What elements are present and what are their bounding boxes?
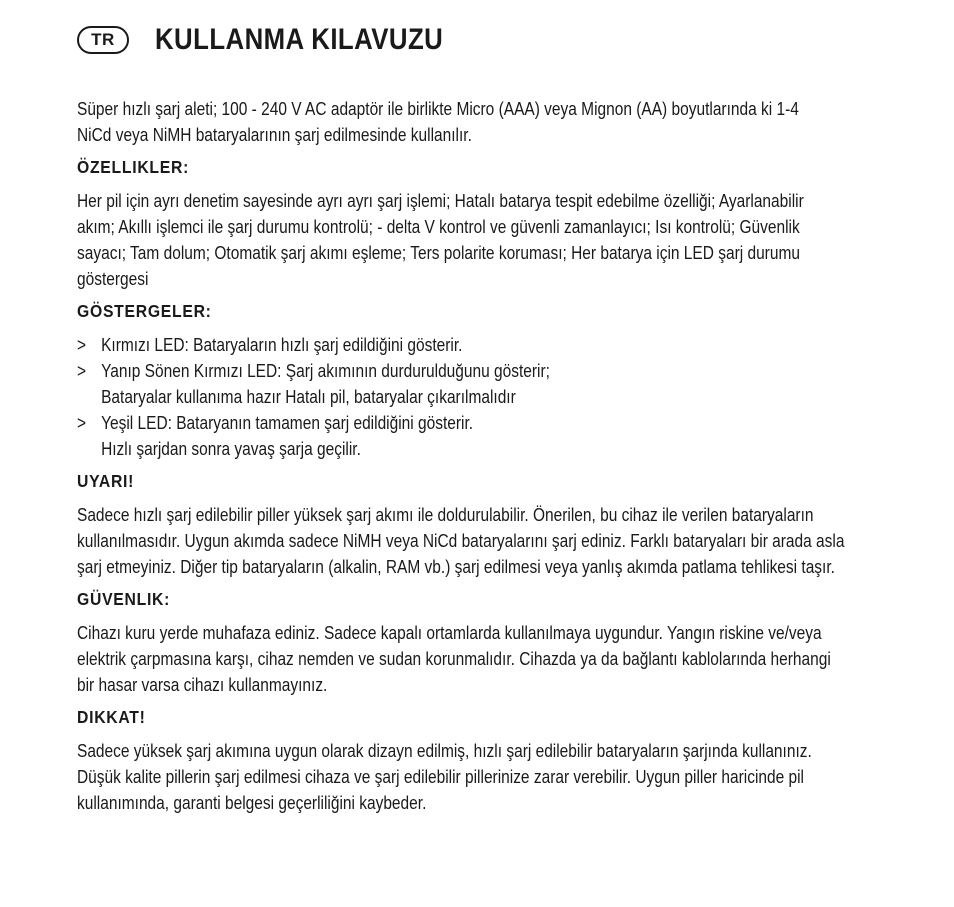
list-item-text: Kırmızı LED: Bataryaların hızlı şarj edildiğini gösterir. (101, 335, 463, 355)
features-line: göstergesi (77, 269, 149, 289)
caution-heading: DIKKAT! (77, 707, 146, 727)
intro-section (77, 96, 877, 148)
features-heading: ÖZELLIKLER: (77, 157, 190, 177)
safety-line: elektrik çarpmasına karşı, cihaz nemden ve sudan korunmalıdır. Cihazda ya da bağlantı kablolarında herhangi (77, 649, 831, 669)
caution-section (77, 706, 877, 816)
safety-section (77, 588, 877, 698)
features-section (77, 156, 877, 292)
language-badge: TR (77, 26, 129, 54)
intro-paragraph (77, 96, 877, 148)
manual-page (77, 18, 877, 818)
warning-paragraph (77, 502, 877, 580)
list-item-text: Bataryalar kullanıma hazır Hatalı pil, bataryalar çıkarılmalıdır (101, 387, 516, 407)
safety-line: bir hasar varsa cihazı kullanmayınız. (77, 675, 328, 695)
indicators-list (77, 332, 877, 462)
intro-line: NiCd veya NiMH bataryalarının şarj edilmesinde kullanılır. (77, 125, 472, 145)
intro-line: Süper hızlı şarj aleti; 100 - 240 V AC adaptör ile birlikte Micro (AAA) veya Mignon (AA) boyutlarında ki 1-4 (77, 99, 799, 119)
warning-heading: UYARI! (77, 471, 135, 491)
warning-line: şarj etmeyiniz. Diğer tip bataryaların (alkalin, RAM vb.) şarj edilmesi veya yanlış akımda patlama tehlikesi taşır. (77, 557, 835, 577)
caution-paragraph (77, 738, 877, 816)
page-title: KULLANMA KILAVUZU (155, 23, 444, 56)
list-item-text: Yanıp Sönen Kırmızı LED: Şarj akımının durdurulduğunu gösterir; (101, 361, 550, 381)
features-paragraph (77, 188, 877, 292)
caution-line: Sadece yüksek şarj akımına uygun olarak dizayn edilmiş, hızlı şarj edilebilir bataryaların şarjında kullanınız. (77, 741, 812, 761)
list-item (77, 410, 877, 462)
warning-section (77, 470, 877, 580)
safety-line: Cihazı kuru yerde muhafaza ediniz. Sadece kapalı ortamlarda kullanılmaya uygundur. Yangın riskine ve/veya (77, 623, 822, 643)
features-line: sayacı; Tam dolum; Otomatik şarj akımı eşleme; Ters polarite koruması; Her batarya için LED şarj durumu (77, 243, 800, 263)
bullet-arrow-icon: > (77, 361, 87, 381)
list-item-text: Yeşil LED: Bataryanın tamamen şarj edildiğini gösterir. (101, 413, 474, 433)
caution-line: Düşük kalite pillerin şarj edilmesi cihaza ve şarj edilebilir pillerinize zarar verebilir. Uygun piller haricinde pil (77, 767, 805, 787)
bullet-arrow-icon: > (77, 335, 87, 355)
list-item (77, 332, 877, 358)
safety-paragraph (77, 620, 877, 698)
features-line: akım; Akıllı işlemci ile şarj durumu kontrolü; - delta V kontrol ve güvenli zamanlayıcı; Isı kontrolü; Güvenlik (77, 217, 800, 237)
caution-line: kullanımında, garanti belgesi geçerliliğini kaybeder. (77, 793, 427, 813)
features-line: Her pil için ayrı denetim sayesinde ayrı ayrı şarj işlemi; Hatalı batarya tespit edebilme özelliği; Ayarlanabilir (77, 191, 804, 211)
safety-heading: GÜVENLIK: (77, 589, 171, 609)
header (77, 18, 877, 62)
list-item-text: Hızlı şarjdan sonra yavaş şarja geçilir. (101, 439, 361, 459)
indicators-section (77, 300, 877, 462)
indicators-heading: GÖSTERGELER: (77, 301, 212, 321)
list-item (77, 358, 877, 410)
bullet-arrow-icon: > (77, 413, 87, 433)
warning-line: Sadece hızlı şarj edilebilir piller yüksek şarj akımı ile doldurulabilir. Önerilen, bu cihaz ile verilen bataryaların (77, 505, 814, 525)
warning-line: kullanılmasıdır. Uygun akımda sadece NiMH veya NiCd bataryalarını şarj ediniz. Farklı bataryaları bir arada asla (77, 531, 845, 551)
